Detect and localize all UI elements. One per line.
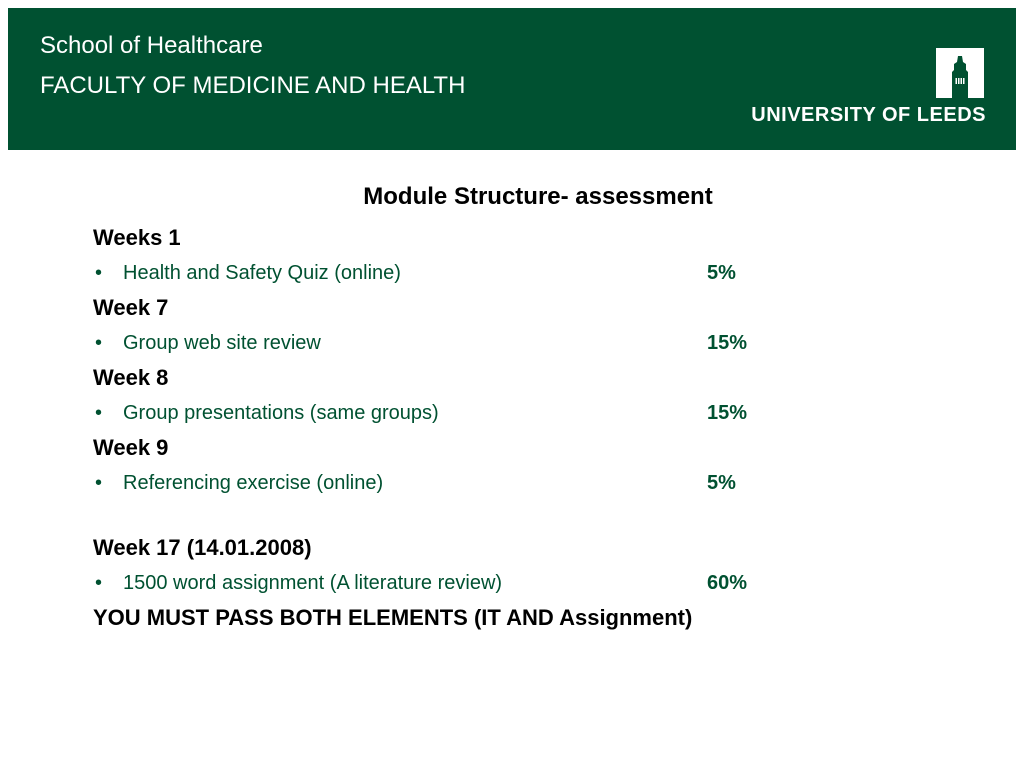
school-name: School of Healthcare [40,32,263,59]
pass-requirement-notice: YOU MUST PASS BOTH ELEMENTS (IT AND Assignment) [93,605,693,630]
assessment-weight: 5% [707,262,736,284]
bullet-icon: • [95,262,103,284]
header-banner [8,8,1016,150]
bullet-icon: • [95,472,103,494]
assessment-label: Group presentations (same groups) [123,402,439,424]
assessment-weight: 15% [707,332,748,354]
bullet-icon: • [95,402,103,424]
university-tower-logo-icon [936,48,984,98]
assessment-label: Group web site review [123,332,321,354]
assessment-list [93,222,993,634]
week-heading: Weeks 1 [93,225,181,250]
assessment-label: 1500 word assignment (A literature review) [123,572,503,594]
assessment-label: Referencing exercise (online) [123,472,384,494]
faculty-name: FACULTY OF MEDICINE AND HEALTH [40,72,466,99]
spacer [93,502,993,532]
assessment-item [93,464,993,502]
assessment-item [93,564,993,602]
bullet-icon: • [95,332,103,354]
bullet-icon: • [95,572,103,594]
assessment-label: Health and Safety Quiz (online) [123,262,401,284]
assessment-weight: 15% [707,402,748,424]
assessment-item [93,254,993,292]
assessment-weight: 5% [707,472,736,494]
week-heading: Week 7 [93,295,169,320]
assessment-weight: 60% [707,572,748,594]
week-heading: Week 9 [93,435,169,460]
assessment-item [93,394,993,432]
week-heading: Week 8 [93,365,169,390]
assessment-item [93,324,993,362]
slide-title: Module Structure- assessment [363,183,713,210]
university-wordmark: UNIVERSITY OF LEEDS [751,104,986,126]
week-heading: Week 17 (14.01.2008) [93,535,312,560]
